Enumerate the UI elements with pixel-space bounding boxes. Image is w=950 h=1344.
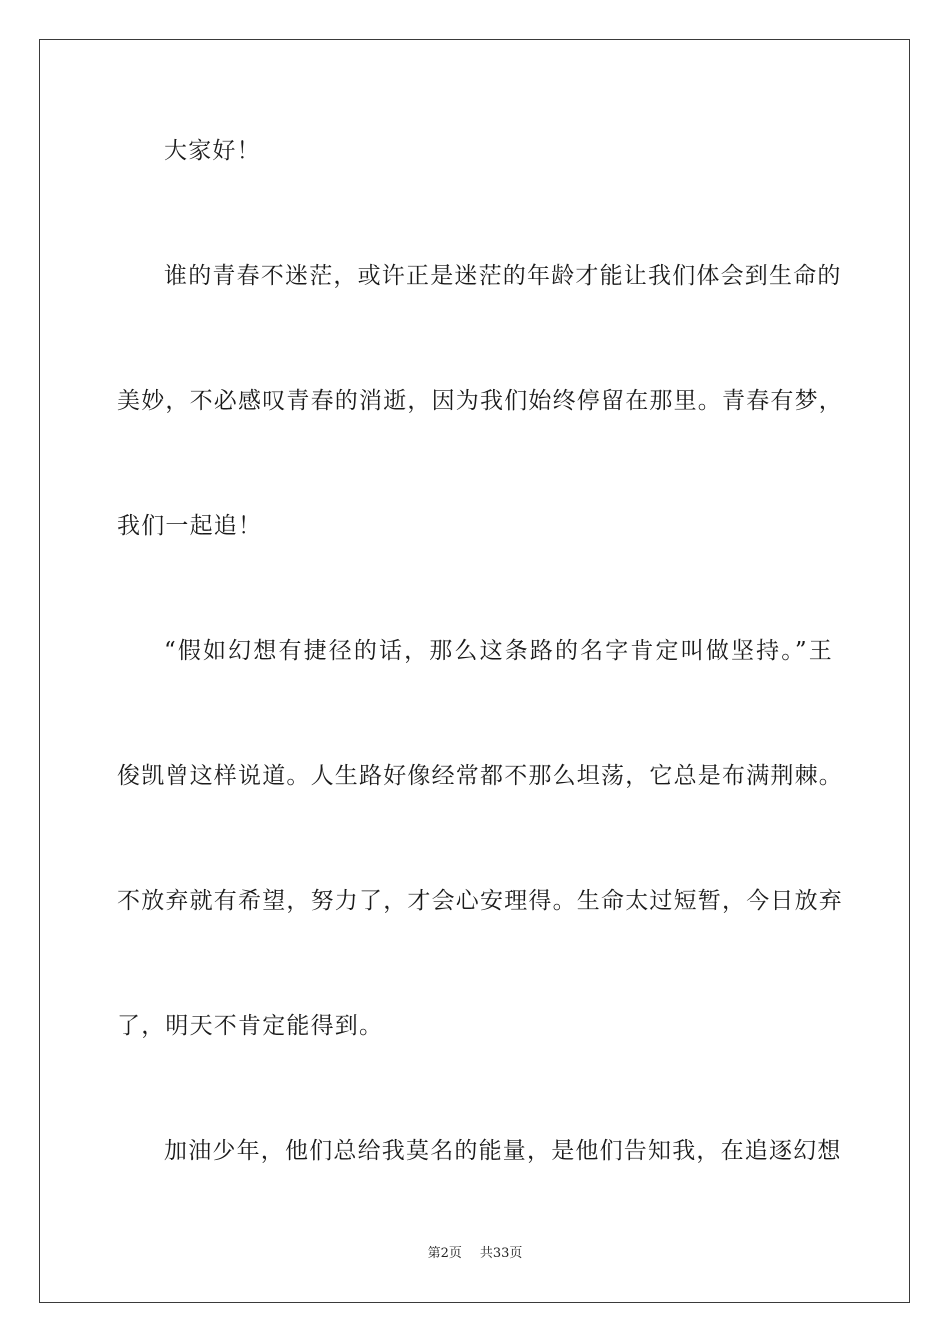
paragraph-1-line-2: 美妙，不必感叹青春的消逝，因为我们始终停留在那里。青春有梦， <box>117 388 843 414</box>
paragraph-3-line-1: 加油少年，他们总给我莫名的能量，是他们告知我，在追逐幻想 <box>164 1138 842 1164</box>
paragraph-1-line-1: 谁的青春不迷茫，或许正是迷茫的年龄才能让我们体会到生命的 <box>164 263 842 289</box>
page-total: 共33页 <box>479 1246 523 1261</box>
greeting-line: 大家好！ <box>164 138 261 164</box>
page-number: 第2页 <box>427 1246 462 1261</box>
paragraph-2-line-1: “假如幻想有捷径的话，那么这条路的名字肯定叫做坚持。”王 <box>164 638 833 664</box>
page-footer <box>0 1245 950 1263</box>
page-border <box>39 39 910 1303</box>
paragraph-2-line-2: 俊凯曾这样说道。人生路好像经常都不那么坦荡，它总是布满荆棘。 <box>117 763 843 789</box>
paragraph-2-line-3: 不放弃就有希望，努力了，才会心安理得。生命太过短暂，今日放弃 <box>117 888 843 914</box>
paragraph-2-line-4: 了，明天不肯定能得到。 <box>117 1013 384 1039</box>
paragraph-1-line-3: 我们一起追！ <box>117 513 263 539</box>
